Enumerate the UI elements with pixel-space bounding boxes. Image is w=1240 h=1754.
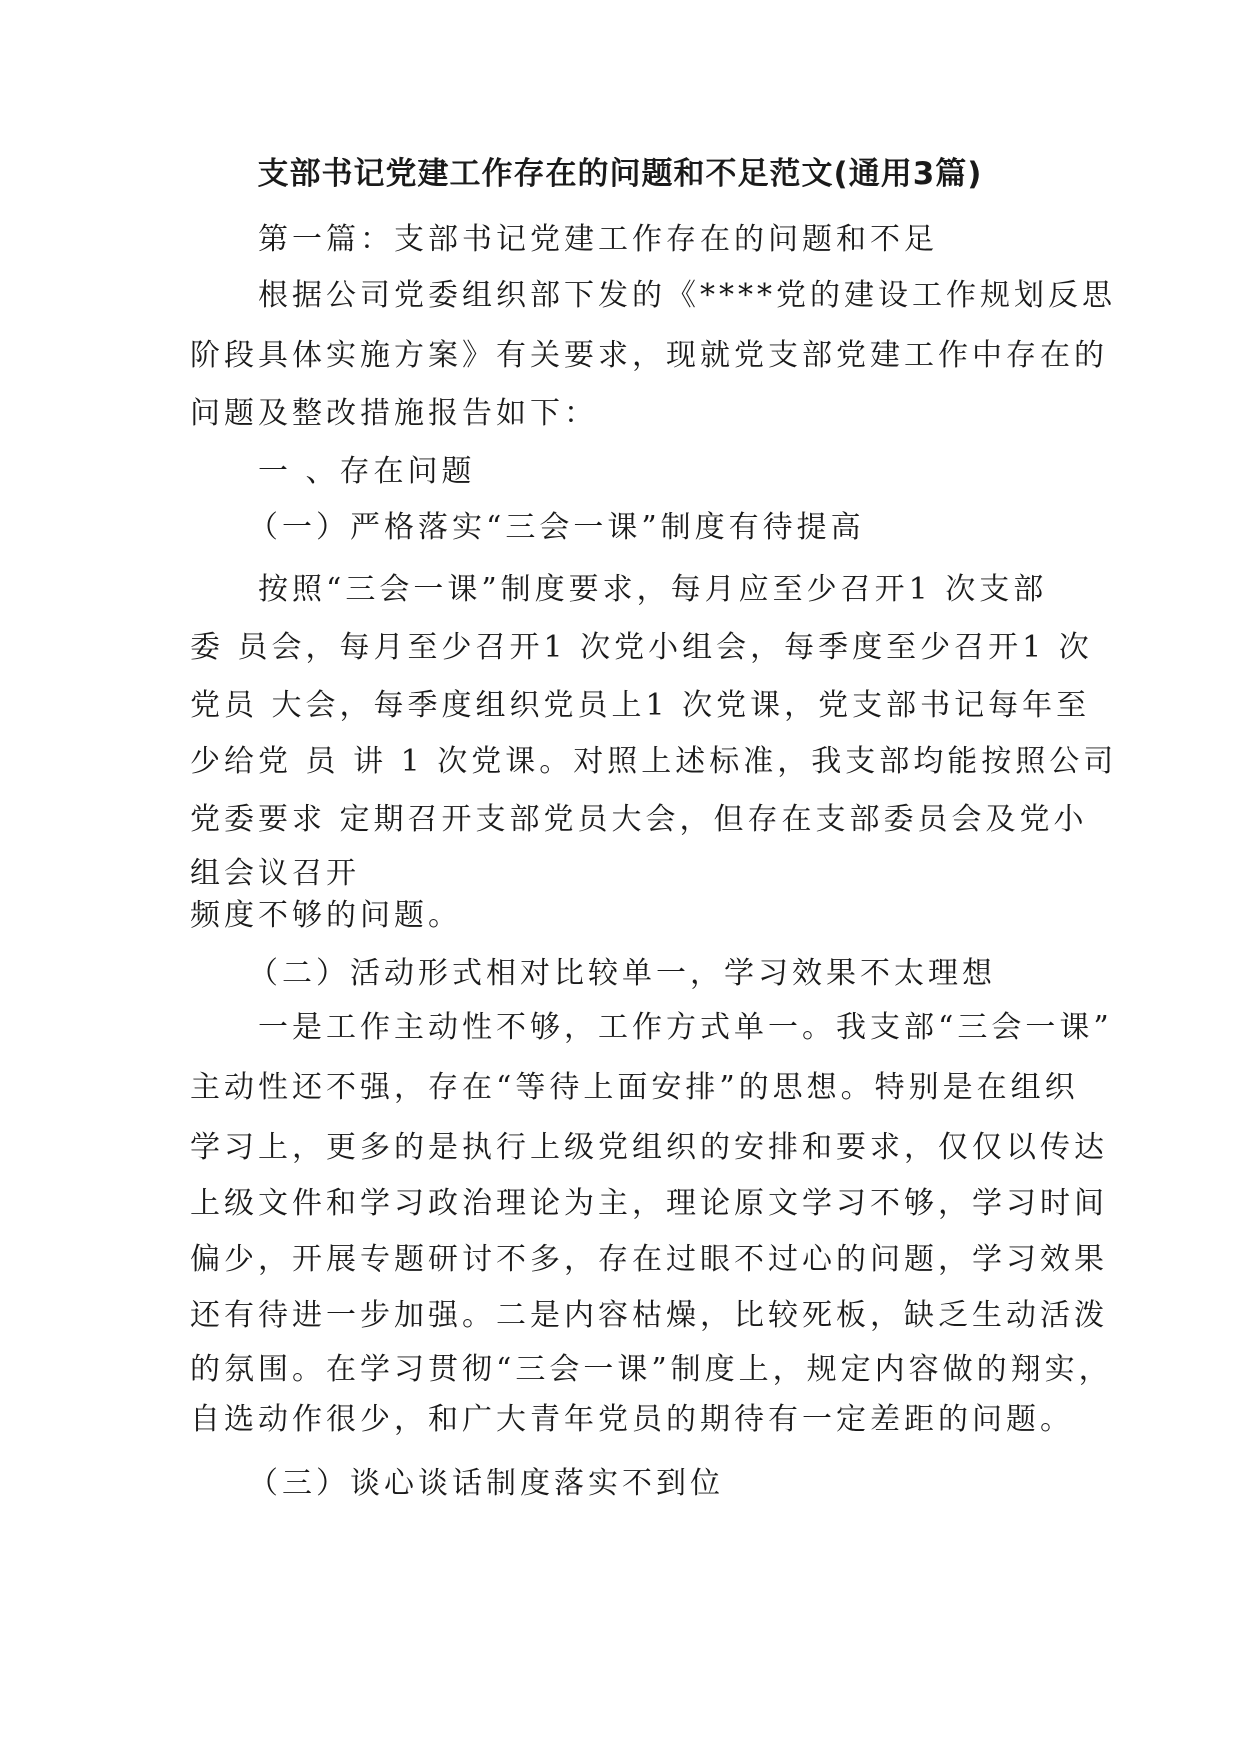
subsection-heading: （二）活动形式相对比较单一，学习效果不太理想 xyxy=(248,956,996,991)
body-text-line: 频度不够的问题。 xyxy=(190,898,462,933)
body-text-line: 的氛围。在学习贯彻“三会一课”制度上，规定内容做的翔实， xyxy=(190,1352,1113,1387)
body-text-line: 主动性还不强，存在“等待上面安排”的思想。特别是在组织 xyxy=(190,1070,1079,1105)
body-text-line: 学习上，更多的是执行上级党组织的安排和要求，仅仅以传达 xyxy=(190,1130,1108,1165)
document-title: 支部书记党建工作存在的问题和不足范文(通用3篇) xyxy=(257,156,983,192)
subsection-heading: （三）谈心谈话制度落实不到位 xyxy=(248,1466,724,1501)
body-text-line: 问题及整改措施报告如下： xyxy=(190,396,598,431)
body-text-line: 少给党 员 讲 1 次党课。对照上述标准，我支部均能按照公司 xyxy=(190,744,1118,779)
body-text-line: 按照“三会一课”制度要求，每月应至少召开1 次支部 xyxy=(258,572,1048,607)
subsection-heading: 一 、存在问题 xyxy=(258,454,476,489)
body-text-line: 一是工作主动性不够，工作方式单一。我支部“三会一课” xyxy=(258,1010,1113,1045)
body-text-line: 上级文件和学习政治理论为主，理论原文学习不够，学习时间 xyxy=(190,1186,1108,1221)
body-text-line: 阶段具体实施方案》有关要求，现就党支部党建工作中存在的 xyxy=(190,338,1108,373)
section-heading-part-one: 第一篇：支部书记党建工作存在的问题和不足 xyxy=(258,222,938,257)
subsection-heading: （一）严格落实“三会一课”制度有待提高 xyxy=(248,510,865,545)
body-text-line: 根据公司党委组织部下发的《****党的建设工作规划反思 xyxy=(258,278,1116,313)
body-text-line: 委 员会，每月至少召开1 次党小组会，每季度至少召开1 次 xyxy=(190,630,1093,665)
body-text-line: 党员 大会，每季度组织党员上1 次党课，党支部书记每年至 xyxy=(190,688,1091,723)
body-text-line: 偏少，开展专题研讨不多，存在过眼不过心的问题，学习效果 xyxy=(190,1242,1108,1277)
body-text-line: 组会议召开 xyxy=(190,856,360,891)
body-text-line: 自选动作很少，和广大青年党员的期待有一定差距的问题。 xyxy=(190,1402,1074,1437)
body-text-line: 党委要求 定期召开支部党员大会，但存在支部委员会及党小 xyxy=(190,802,1088,837)
body-text-line: 还有待进一步加强。二是内容枯燥，比较死板，缺乏生动活泼 xyxy=(190,1298,1108,1333)
